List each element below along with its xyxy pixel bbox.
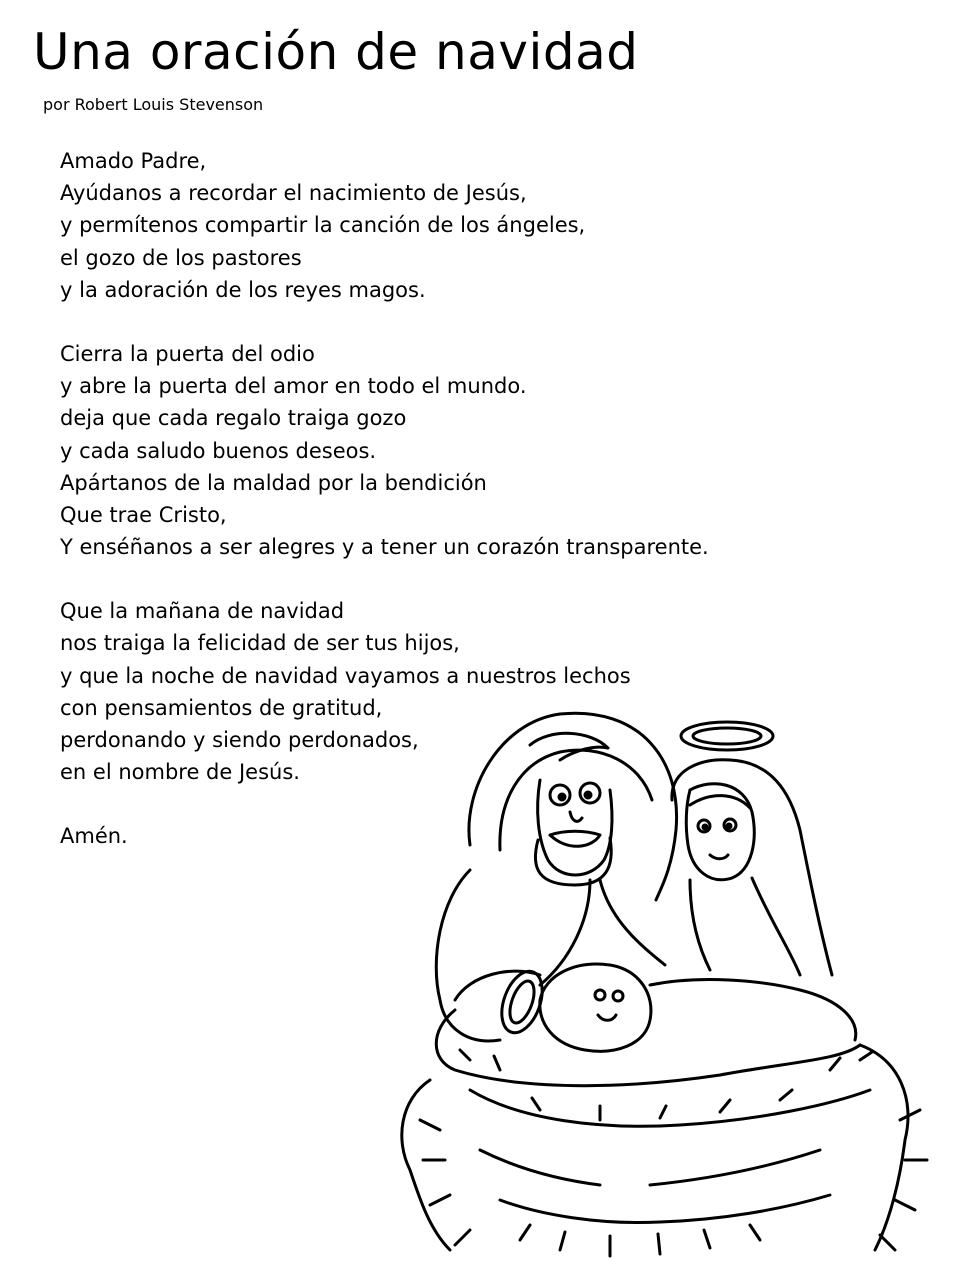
stanza-1 bbox=[60, 145, 709, 306]
poem-line: el gozo de los pastores bbox=[60, 245, 302, 270]
mary-figure bbox=[672, 760, 832, 975]
poem-line: nos traiga la felicidad de ser tus hijos, bbox=[60, 631, 460, 656]
poem-line: Ayúdanos a recordar el nacimiento de Jesús, bbox=[60, 181, 527, 206]
poem-line: deja que cada regalo traiga gozo bbox=[60, 406, 407, 431]
baby-jesus-figure bbox=[494, 964, 651, 1051]
poem-line: y permítenos compartir la canción de los ángeles, bbox=[60, 213, 586, 238]
poem-line: Que trae Cristo, bbox=[60, 502, 227, 527]
manger-straw bbox=[402, 971, 927, 1256]
poem-line: Cierra la puerta del odio bbox=[60, 341, 315, 366]
nativity-illustration bbox=[385, 700, 945, 1276]
poem-line: Y enséñanos a ser alegres y a tener un corazón transparente. bbox=[60, 535, 709, 560]
poem-line: Que la mañana de navidad bbox=[60, 599, 345, 624]
halo-icon bbox=[681, 722, 773, 750]
poem-line: Apártanos de la maldad por la bendición bbox=[60, 470, 487, 495]
poem-line: y la adoración de los reyes magos. bbox=[60, 277, 426, 302]
page-title: Una oración de navidad bbox=[33, 23, 639, 81]
poem-line: en el nombre de Jesús. bbox=[60, 760, 300, 785]
stanza-2 bbox=[60, 338, 709, 563]
author-byline: por Robert Louis Stevenson bbox=[43, 95, 264, 114]
poem-closing: Amén. bbox=[60, 824, 128, 849]
poem-line: y abre la puerta del amor en todo el mundo. bbox=[60, 374, 527, 399]
poem-line: y cada saludo buenos deseos. bbox=[60, 438, 377, 463]
poem-line: perdonando y siendo perdonados, bbox=[60, 728, 419, 752]
poem-line: y que la noche de navidad vayamos a nuestros lechos bbox=[60, 663, 631, 688]
poem-line: Amado Padre, bbox=[60, 149, 207, 173]
poem-line: con pensamientos de gratitud, bbox=[60, 695, 383, 720]
joseph-figure bbox=[436, 713, 676, 1041]
